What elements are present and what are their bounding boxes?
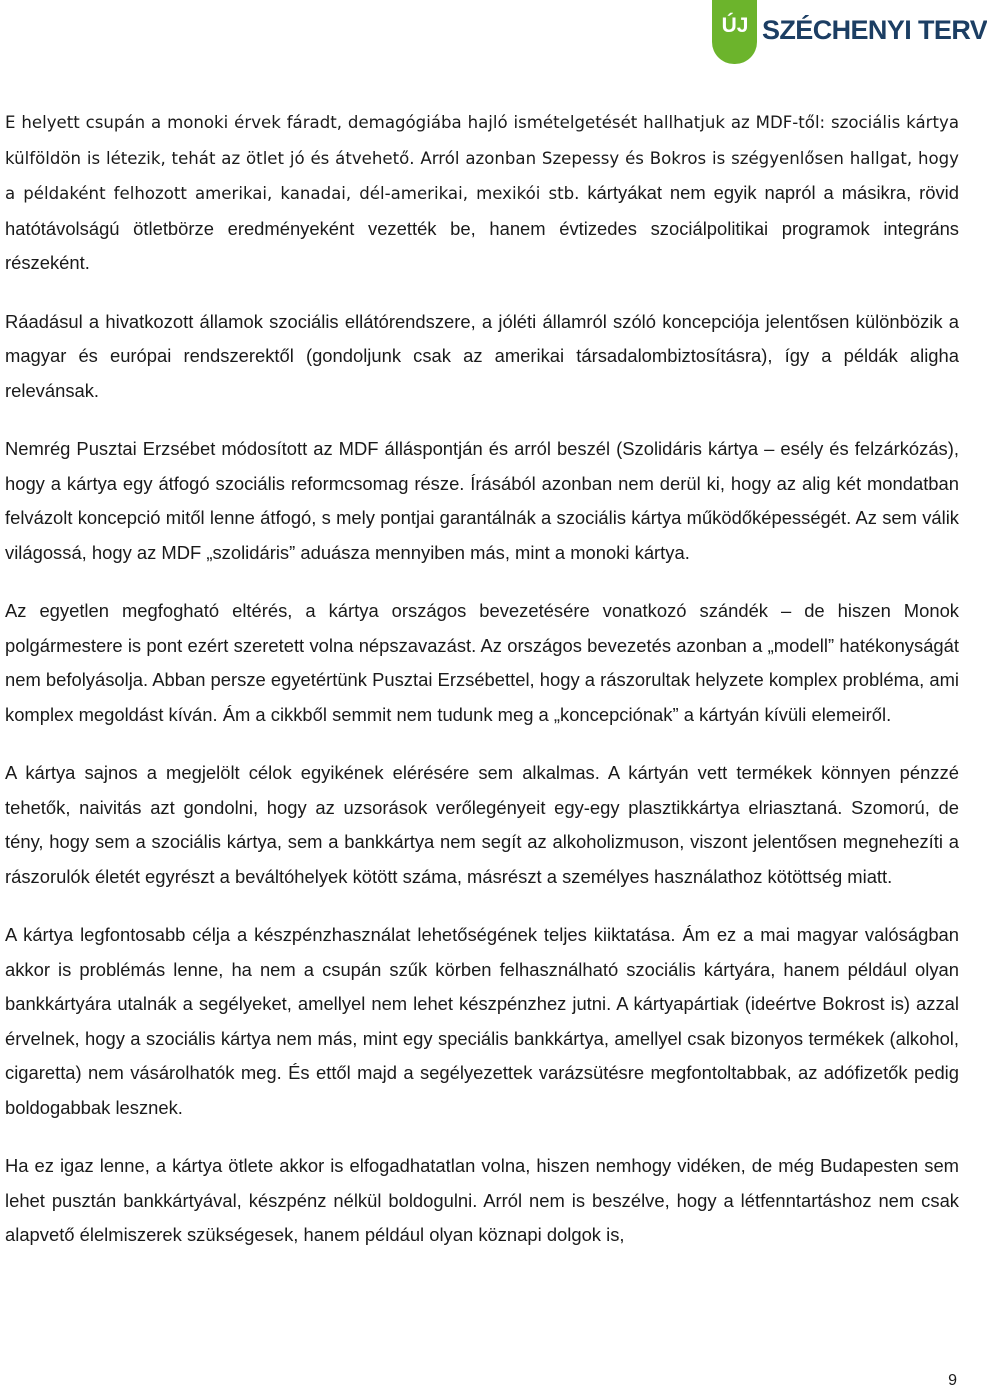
document-body <box>5 105 959 1277</box>
logo-prefix: ÚJ <box>721 14 749 37</box>
paragraph-2: Ráadásul a hivatkozott államok szociális ellátórendszere, a jóléti államról szóló koncepciója jelentősen különbözik a magyar és európai rendszerektől (gondoljunk csak az amerikai társadalombiztosításra), így a példák aligha relevánsak. <box>5 310 959 401</box>
logo-text: SZÉCHENYI TERV <box>762 15 987 45</box>
paragraph-1-part-a: E helyett csupán a monoki érvek fáradt, demagógiába hajló ismételgetését hallhatjuk az MDF-től: szociális kártya külföldön is létezik, tehát az ötlet jó és átvehető. Arról azonban Szepessy és Bokros is szégyenlősen hallgat, hogy a példaként felhozott amerikai, kanadai, dél-amerikai, mexikói stb. <box>5 113 959 203</box>
paragraph-5: A kártya sajnos a megjelölt célok egyikének elérésére sem alkalmas. A kártyán vett termékek könnyen pénzzé tehetők, naivitás azt gondolni, hogy az uzsorások verőlegényeit egy-egy plasztikkártya elriasztaná. Szomorú, de tény, hogy sem a szociális kártya, sem a bankkártya nem segít az alkoholizmuson, viszont jelentősen megnehezíti a rászorulók életét egyrészt a beváltóhelyek kötött száma, másrészt a személyes használathoz kötöttség miatt. <box>5 762 959 887</box>
page-number: 9 <box>948 1372 957 1389</box>
szechenyi-terv-logo <box>712 0 987 64</box>
paragraph-1 <box>5 105 959 281</box>
paragraph-7: Ha ez igaz lenne, a kártya ötlete akkor is elfogadhatatlan volna, hiszen nemhogy vidéken, de még Budapesten sem lehet pusztán bankkártyával, készpénz nélkül boldogulni. Arról nem is beszélve, hogy a létfenntartáshoz nem csak alapvető élelmiszerek szükségesek, hanem például olyan köznapi dolgok is, <box>5 1155 959 1245</box>
paragraph-1-part-b: kártyákat nem egyik napról a másikra, rövid hatótávolságú ötletbörze eredményeként vezették be, hanem évtizedes szociálpolitikai programok integráns részeként. <box>5 182 959 273</box>
paragraph-6: A kártya legfontosabb célja a készpénzhasználat lehetőségének teljes kiiktatása. Ám ez a mai magyar valóságban akkor is problémás lenne, ha nem a csupán szűk körben felhasználható szociális kártyára, hanem például olyan bankkártyára utalnák a segélyeket, amellyel nem lehet készpénzhez jutni. A kártyapártiak (ideértve Bokrost is) azzal érvelnek, hogy a szociális kártya nem más, mint egy speciális bankkártya, amellyel csak bizonyos termékek (alkohol, cigaretta) nem vásárolhatók meg. És ettől majd a segélyezettek varázsütésre megfontoltabbak, az adófizetők pedig boldogabbak lesznek. <box>5 924 959 1118</box>
paragraph-4: Az egyetlen megfogható eltérés, a kártya országos bevezetésére vonatkozó szándék – de hiszen Monok polgármestere is pont ezért szeretett volna népszavazást. Az országos bevezetés azonban a „modell” hatékonyságát nem befolyásolja. Abban persze egyetértünk Pusztai Erzsébettel, hogy a rászorultak helyzete komplex probléma, ami komplex megoldást kíván. Ám a cikkből semmit nem tudunk meg a „koncepciónak” a kártyán kívüli elemeiről. <box>5 600 959 725</box>
paragraph-3: Nemrég Pusztai Erzsébet módosított az MDF álláspontján és arról beszél (Szolidáris kártya – esély és felzárkózás), hogy a kártya egy átfogó szociális reformcsomag része. Írásából azonban nem derül ki, hogy az alig két mondatban felvázolt koncepció mitől lenne átfogó, s mely pontjai garantálnák a szociális kártya működőképességét. Az sem válik világossá, hogy az MDF „szolidáris” aduásza mennyiben más, mint a monoki kártya. <box>5 438 959 563</box>
